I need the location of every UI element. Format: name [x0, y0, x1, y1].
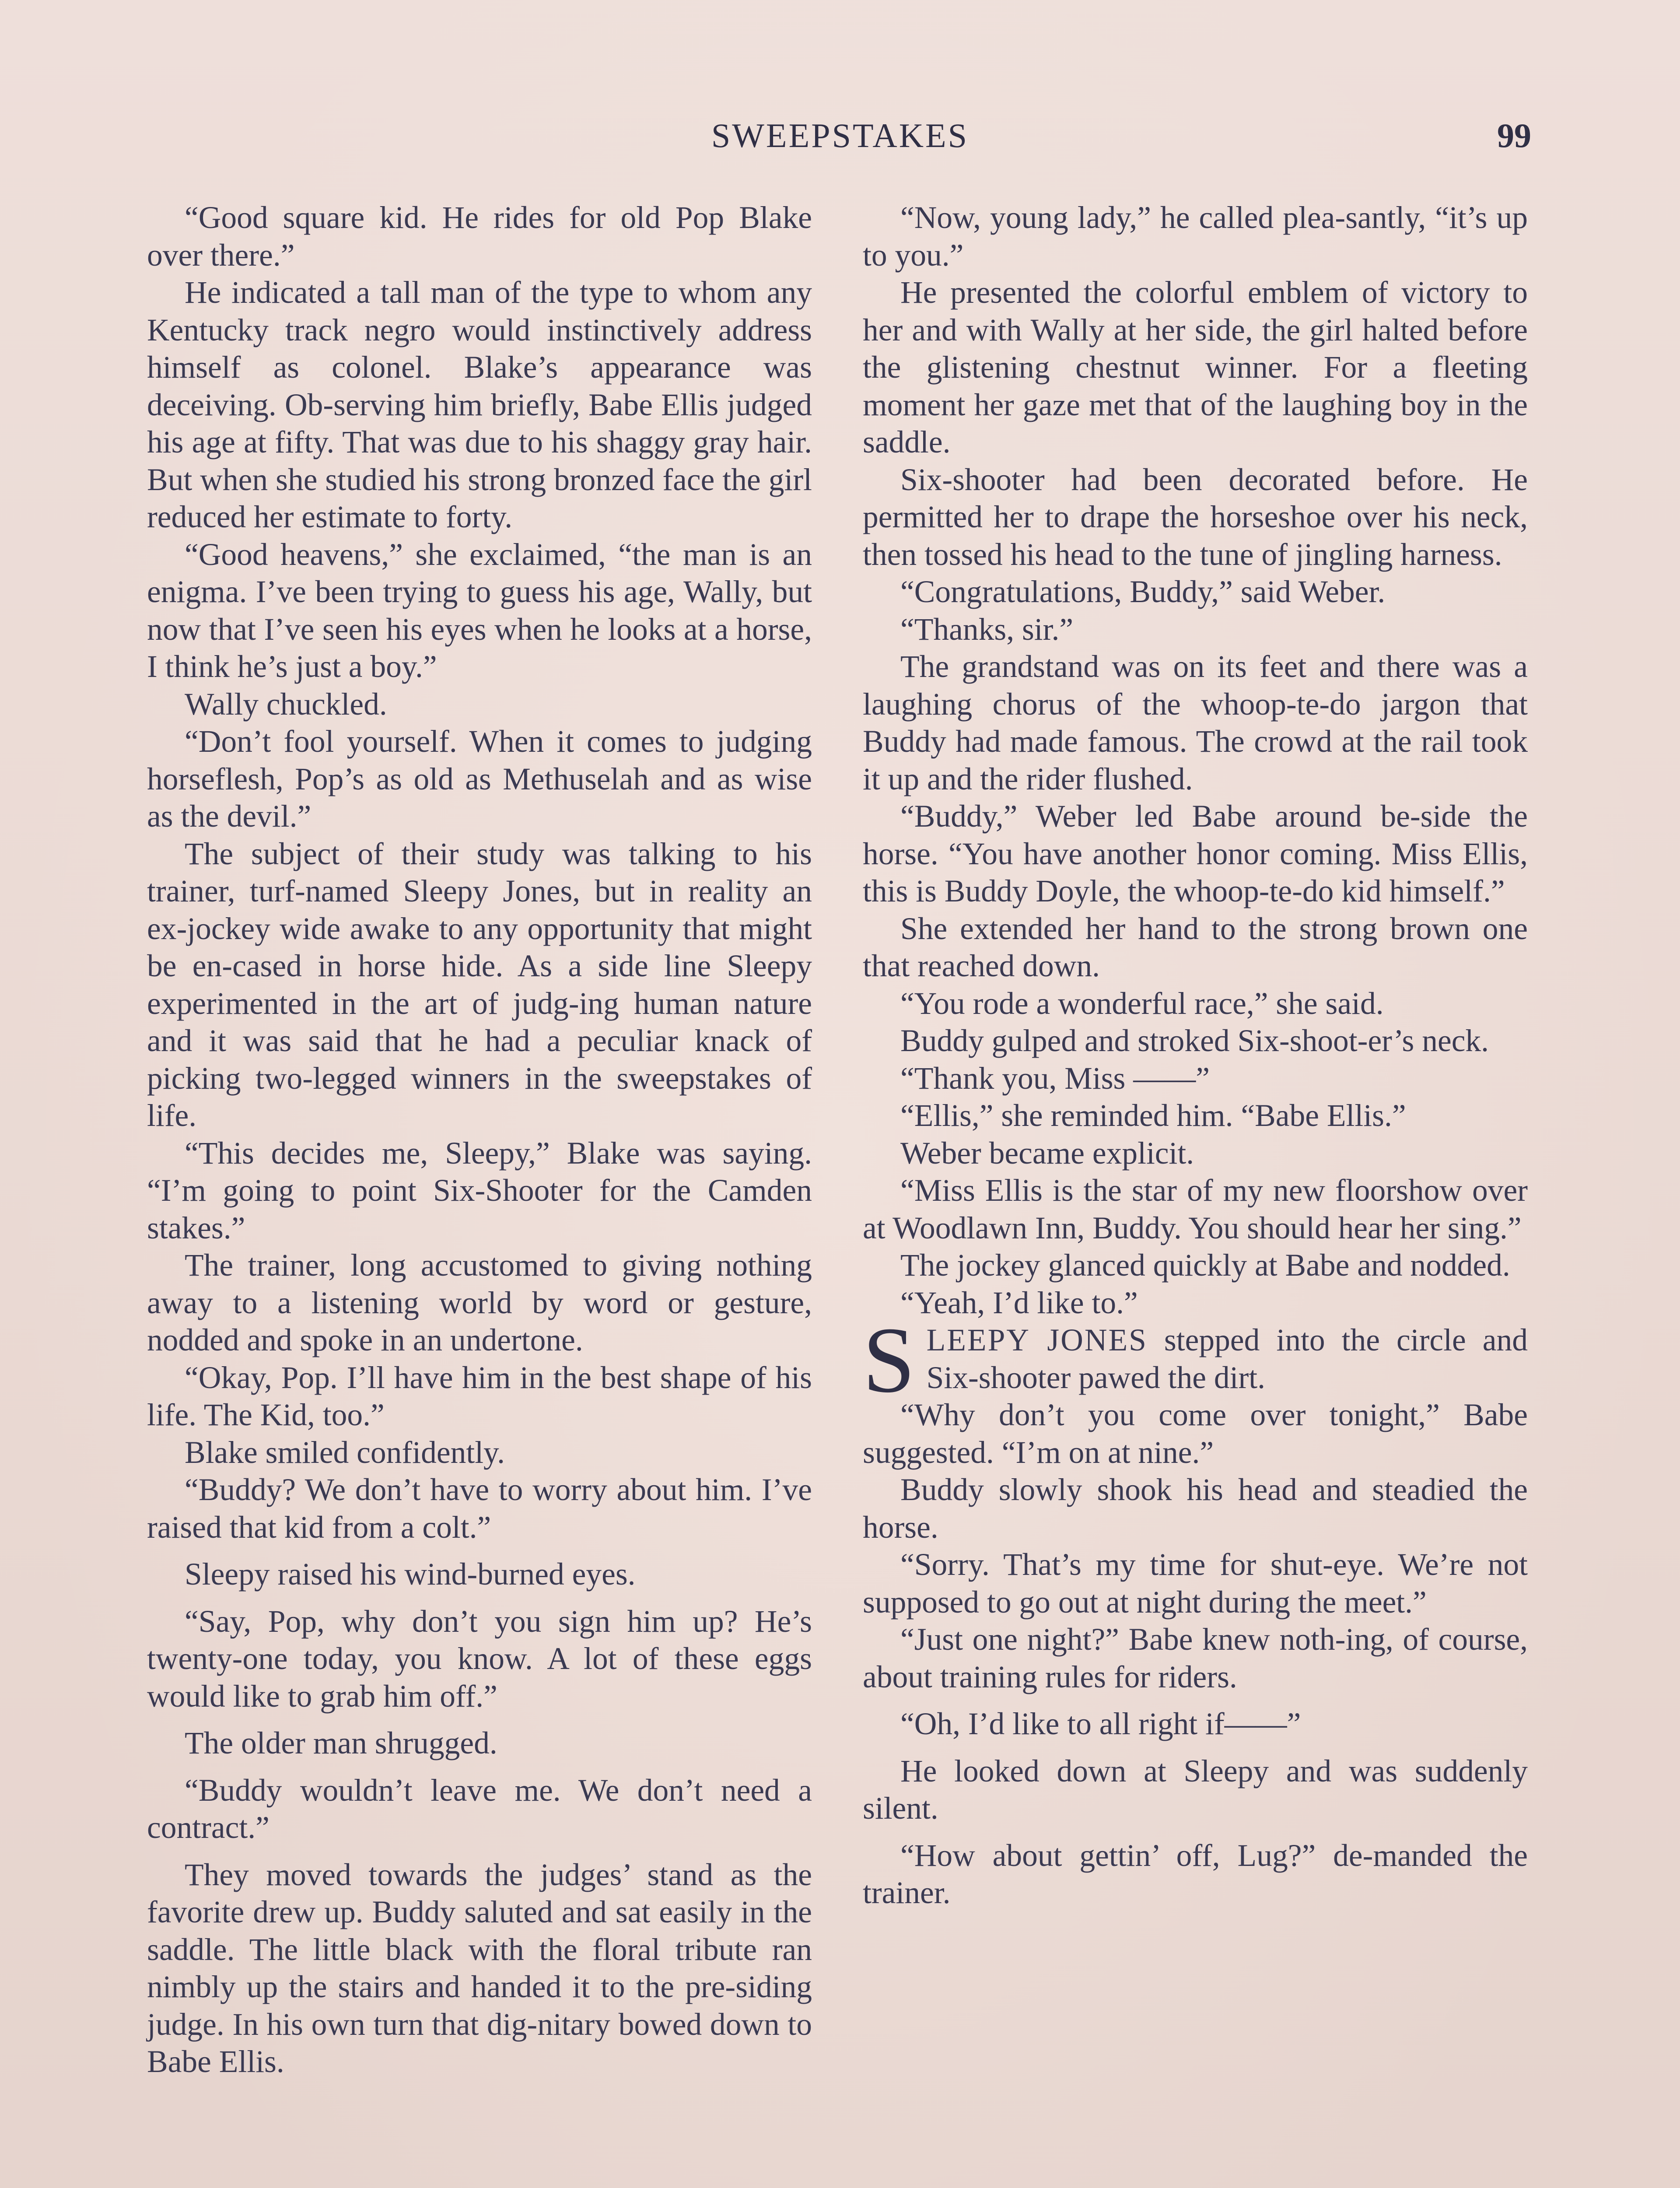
paragraph: “Say, Pop, why don’t you sign him up? He’s twenty-one today, you know. A lot of these eggs would like to grab him off.”: [147, 1604, 812, 1714]
paragraph: “Buddy,” Weber led Babe around be-side the horse. “You have another honor coming. Miss Ellis, this is Buddy Doyle, the whoop-te-do kid himself.”: [863, 799, 1528, 908]
paragraph: The jockey glanced quickly at Babe and nodded.: [900, 1248, 1510, 1283]
paragraph: Buddy slowly shook his head and steadied the horse.: [863, 1473, 1528, 1545]
paragraph: “Okay, Pop. I’ll have him in the best shape of his life. The Kid, too.”: [147, 1360, 812, 1432]
page-header: [0, 116, 1680, 164]
paragraph: “Now, young lady,” he called plea-santly, “it’s up to you.”: [863, 200, 1528, 273]
paragraph: “Just one night?” Babe knew noth-ing, of course, about training rules for riders.: [863, 1622, 1528, 1694]
paragraph: He looked down at Sleepy and was suddenly silent.: [863, 1753, 1528, 1826]
paragraph: He indicated a tall man of the type to whom any Kentucky track negro would instinctively address himself as colonel. Blake’s appearance was deceiving. Ob-serving him briefly, Babe Ellis judged his age at fifty. That was due to his shaggy gray hair. But when she studied his strong bronzed face the girl reduced her estimate to forty.: [147, 275, 812, 534]
paragraph: They moved towards the judges’ stand as the favorite drew up. Buddy saluted and sat easily in the saddle. The little black with the floral tribute ran nimbly up the stairs and handed it to the pre-siding judge. In his own turn that dig-nitary bowed down to Babe Ellis.: [147, 1857, 812, 2079]
paragraph: “Don’t fool yourself. When it comes to judging horseflesh, Pop’s as old as Methuselah and as wise as the devil.”: [147, 724, 812, 834]
paragraph: Buddy gulped and stroked Six-shoot-er’s neck.: [900, 1024, 1489, 1058]
running-head: SWEEPSTAKES: [711, 116, 969, 154]
paragraph: The trainer, long accustomed to giving nothing away to a listening world by word or gesture, nodded and spoke in an undertone.: [147, 1248, 812, 1357]
paragraph: “Ellis,” she reminded him. “Babe Ellis.”: [900, 1098, 1406, 1133]
paragraph: “Thank you, Miss ——”: [900, 1061, 1210, 1096]
paragraph: “You rode a wonderful race,” she said.: [900, 986, 1384, 1021]
section-lead-in: LEEPY JONES: [926, 1323, 1148, 1357]
paragraph: “Sorry. That’s my time for shut-eye. We’re not supposed to go out at night during the meet.”: [863, 1547, 1528, 1620]
paragraph: Wally chuckled.: [185, 687, 387, 722]
paragraph: Six-shooter had been decorated before. He permitted her to drape the horseshoe over his neck, then tossed his head to the tune of jingling harness.: [863, 462, 1528, 572]
paragraph: She extended her hand to the strong brown one that reached down.: [863, 911, 1528, 983]
paragraph: The older man shrugged.: [185, 1726, 497, 1760]
drop-cap: S: [863, 1308, 915, 1412]
paragraph: “Why don’t you come over tonight,” Babe suggested. “I’m on at nine.”: [863, 1398, 1528, 1470]
left-column: [147, 199, 812, 2081]
paragraph: Weber became explicit.: [900, 1136, 1194, 1171]
paragraph: Sleepy raised his wind-burned eyes.: [185, 1557, 636, 1592]
page-number: 99: [1497, 116, 1531, 154]
paragraph: “Oh, I’d like to all right if——”: [900, 1707, 1301, 1741]
paragraph: The subject of their study was talking to his trainer, turf-named Sleepy Jones, but in reality an ex-jockey wide awake to any opportunity that might be en-cased in horse hide. As a side line Sleepy experimented in the art of judg-ing human nature and it was said that he had a peculiar knack of picking two-legged winners in the sweepstakes of life.: [147, 836, 812, 1133]
paragraph: “How about gettin’ off, Lug?” de-manded the trainer.: [863, 1838, 1528, 1910]
paragraph: Blake smiled confidently.: [185, 1435, 505, 1470]
paragraph: “Buddy wouldn’t leave me. We don’t need a contract.”: [147, 1773, 812, 1845]
paragraph: “Thanks, sir.”: [900, 612, 1074, 647]
section-opening-paragraph: [863, 1308, 1528, 1412]
paragraph: “Congratulations, Buddy,” said Weber.: [900, 575, 1386, 609]
paragraph: “Buddy? We don’t have to worry about him. I’ve raised that kid from a colt.”: [147, 1473, 812, 1545]
section-lead-text: stepped into the circle and Six-shooter pawed the dirt.: [926, 1323, 1528, 1395]
paragraph: The grandstand was on its feet and there was a laughing chorus of the whoop-te-do jargon that Buddy had made famous. The crowd at the rail took it up and the rider flushed.: [863, 649, 1528, 796]
paragraph: “This decides me, Sleepy,” Blake was saying. “I’m going to point Six-Shooter for the Camden stakes.”: [147, 1136, 812, 1245]
paragraph: “Yeah, I’d like to.”: [900, 1285, 1138, 1320]
paragraph: “Good heavens,” she exclaimed, “the man is an enigma. I’ve been trying to guess his age, Wally, but now that I’ve seen his eyes when he looks at a horse, I think he’s just a boy.”: [147, 537, 812, 684]
paragraph: “Miss Ellis is the star of my new floorshow over at Woodlawn Inn, Buddy. You should hear her sing.”: [863, 1173, 1528, 1245]
right-column: [863, 199, 1528, 1912]
paragraph: He presented the colorful emblem of victory to her and with Wally at her side, the girl halted before the glistening chestnut winner. For a fleeting moment her gaze met that of the laughing boy in the saddle.: [863, 275, 1528, 459]
paragraph: “Good square kid. He rides for old Pop Blake over there.”: [147, 200, 812, 273]
